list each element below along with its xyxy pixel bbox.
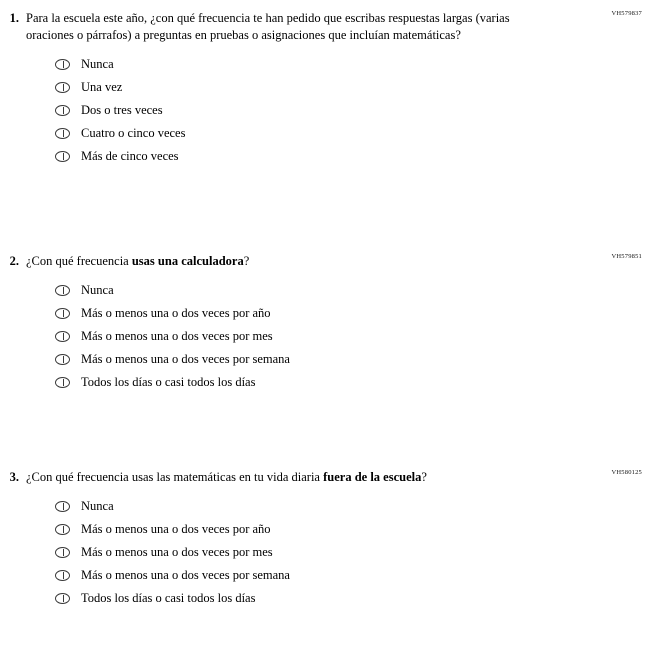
question-row xyxy=(0,10,652,44)
question-row xyxy=(0,253,652,270)
answer-option[interactable] xyxy=(55,279,652,302)
answer-option-label: Todos los días o casi todos los días xyxy=(81,375,256,389)
answer-option[interactable] xyxy=(55,495,652,518)
radio-bubble-icon[interactable] xyxy=(55,570,70,581)
question-text-segment: Para la escuela este año, ¿con qué frecuencia te han pedido que escribas respuestas largas (varias oraciones o párrafos) a preguntas en pruebas o asignaciones que incluían matemáticas? xyxy=(26,11,510,42)
answer-option[interactable] xyxy=(55,325,652,348)
answer-option[interactable] xyxy=(55,564,652,587)
question-text xyxy=(26,10,526,44)
question-id-label: VH580125 xyxy=(611,469,642,476)
question-text-segment: ? xyxy=(421,470,427,484)
answer-options xyxy=(0,53,652,168)
radio-tick-icon xyxy=(63,130,64,137)
radio-bubble-icon[interactable] xyxy=(55,82,70,93)
radio-bubble-icon[interactable] xyxy=(55,593,70,604)
radio-bubble-icon[interactable] xyxy=(55,354,70,365)
answer-option-label: Una vez xyxy=(81,80,123,94)
radio-bubble-icon[interactable] xyxy=(55,105,70,116)
question-number: 2. xyxy=(9,254,19,268)
answer-option[interactable] xyxy=(55,76,652,99)
answer-option-label: Más o menos una o dos veces por semana xyxy=(81,352,290,366)
radio-bubble-icon[interactable] xyxy=(55,547,70,558)
answer-option-label: Más o menos una o dos veces por semana xyxy=(81,568,290,582)
question-text xyxy=(26,469,427,486)
radio-tick-icon xyxy=(63,153,64,160)
answer-option-label: Cuatro o cinco veces xyxy=(81,126,186,140)
radio-bubble-icon[interactable] xyxy=(55,151,70,162)
question-number: 3. xyxy=(9,470,19,484)
answer-option-label: Más o menos una o dos veces por año xyxy=(81,522,271,536)
question-block-3 xyxy=(0,469,652,610)
question-text-emphasis: fuera de la escuela xyxy=(323,470,422,484)
answer-option[interactable] xyxy=(55,302,652,325)
answer-options xyxy=(0,279,652,394)
radio-bubble-icon[interactable] xyxy=(55,308,70,319)
radio-tick-icon xyxy=(63,287,64,294)
radio-tick-icon xyxy=(63,84,64,91)
question-text-segment: ? xyxy=(243,254,250,268)
radio-tick-icon xyxy=(63,379,64,386)
answer-option-label: Nunca xyxy=(81,499,114,513)
answer-option-label: Más o menos una o dos veces por año xyxy=(81,306,271,320)
answer-option-label: Más de cinco veces xyxy=(81,149,179,163)
question-block-1 xyxy=(0,10,652,168)
answer-option[interactable] xyxy=(55,541,652,564)
radio-bubble-icon[interactable] xyxy=(55,128,70,139)
question-id-label: VH579837 xyxy=(611,10,642,17)
radio-bubble-icon[interactable] xyxy=(55,377,70,388)
radio-tick-icon xyxy=(63,310,64,317)
answer-options xyxy=(0,495,652,610)
question-text-segment: ¿Con qué frecuencia usas las matemáticas en tu vida diaria xyxy=(26,470,324,484)
answer-option[interactable] xyxy=(55,122,652,145)
answer-option-label: Más o menos una o dos veces por mes xyxy=(81,329,273,343)
question-text-emphasis: usas una calculadora xyxy=(131,254,244,268)
answer-option-label: Todos los días o casi todos los días xyxy=(81,591,256,605)
question-row xyxy=(0,469,652,486)
radio-bubble-icon[interactable] xyxy=(55,524,70,535)
answer-option[interactable] xyxy=(55,145,652,168)
answer-option[interactable] xyxy=(55,371,652,394)
radio-tick-icon xyxy=(63,61,64,68)
answer-option-label: Más o menos una o dos veces por mes xyxy=(81,545,273,559)
radio-tick-icon xyxy=(63,107,64,114)
radio-bubble-icon[interactable] xyxy=(55,331,70,342)
radio-tick-icon xyxy=(63,595,64,602)
answer-option[interactable] xyxy=(55,99,652,122)
question-id-label: VH579851 xyxy=(611,253,642,260)
radio-tick-icon xyxy=(63,503,64,510)
radio-tick-icon xyxy=(63,549,64,556)
answer-option[interactable] xyxy=(55,518,652,541)
answer-option-label: Nunca xyxy=(81,57,114,71)
question-block-2 xyxy=(0,253,652,394)
radio-tick-icon xyxy=(63,572,64,579)
radio-bubble-icon[interactable] xyxy=(55,59,70,70)
question-text-segment: ¿Con qué frecuencia xyxy=(26,254,132,268)
answer-option-label: Dos o tres veces xyxy=(81,103,163,117)
answer-option[interactable] xyxy=(55,587,652,610)
answer-option-label: Nunca xyxy=(81,283,114,297)
radio-tick-icon xyxy=(63,356,64,363)
answer-option[interactable] xyxy=(55,53,652,76)
answer-option[interactable] xyxy=(55,348,652,371)
radio-tick-icon xyxy=(63,333,64,340)
question-text xyxy=(26,253,249,270)
radio-bubble-icon[interactable] xyxy=(55,501,70,512)
radio-tick-icon xyxy=(63,526,64,533)
question-number: 1. xyxy=(9,11,19,25)
radio-bubble-icon[interactable] xyxy=(55,285,70,296)
